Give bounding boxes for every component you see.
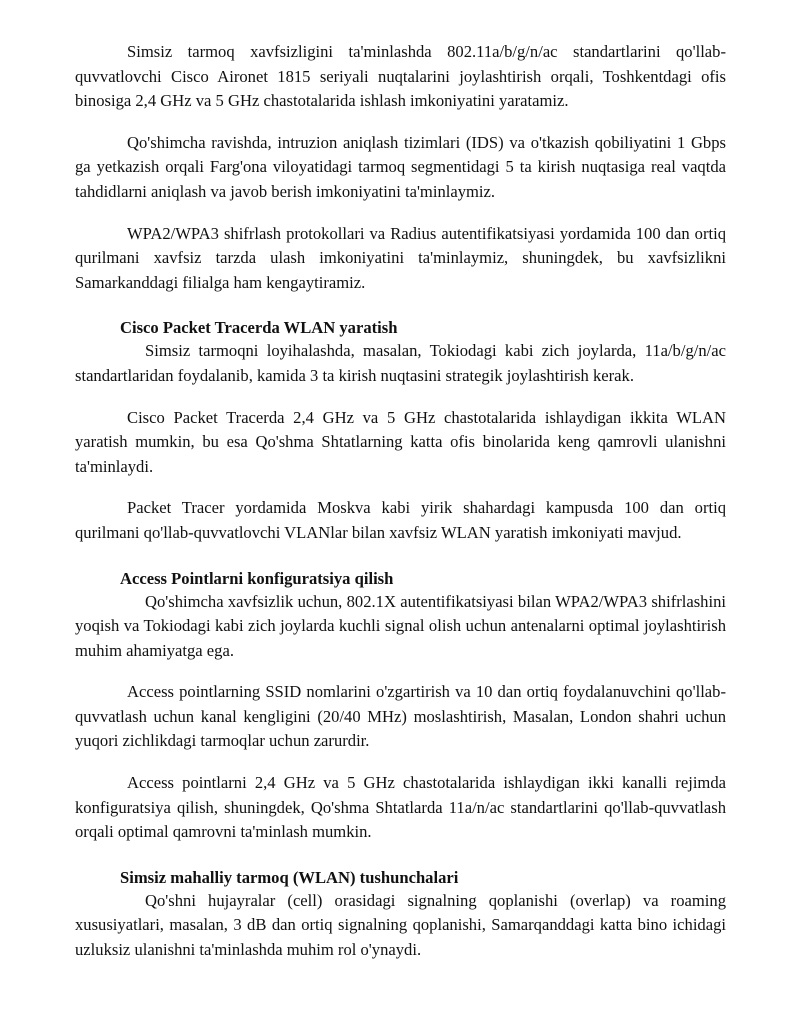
body-paragraph: Access pointlarning SSID nomlarini o'zgartirish va 10 dan ortiq foydalanuvchini qo'llab-quvvatlash uchun kanal kengligini (20/40 MHz) moslashtirish, Masalan, London shahri uchun yuqori zichlikdagi tarmoqlar uchun zarurdir.: [75, 682, 726, 751]
body-paragraph: Qo'shni hujayralar (cell) orasidagi signalning qoplanishi (overlap) va roaming xususiyatlari, masalan, 3 dB dan ortiq signalning qoplanishi, Samarqanddagi katta bino ichidagi uzluksiz ulanishni ta'minlashda muhim rol o'ynaydi.: [75, 890, 726, 960]
body-paragraph: Qo'shimcha xavfsizlik uchun, 802.1X autentifikatsiyasi bilan WPA2/WPA3 shifrlashini yoqish va Tokiodagi kabi zich joylarda kuchli signal olish uchun antenalarni optimal joylashtirish muhim ahamiyatga ega.: [75, 591, 726, 660]
section-heading: Access Pointlarni konfiguratsiya qilish: [120, 568, 394, 588]
body-paragraph: Simsiz tarmoq xavfsizligini ta'minlashda 802.11a/b/g/n/ac standartlarini qo'llab-quvvatlovchi Cisco Aironet 1815 seriyali nuqtalarini joylashtirish orqali, Toshkentdagi ofis binosiga 2,4 GHz va 5 GHz chastotalarida ishlash imkoniyatini yaratamiz.: [75, 42, 726, 111]
document-page: [75, 40, 726, 980]
body-paragraph: WPA2/WPA3 shifrlash protokollari va Radius autentifikatsiyasi yordamida 100 dan ortiq qurilmani xavfsiz tarzda ulash imkoniyatini ta'minlaymiz, shuningdek, bu xavfsizlikni Samarkanddagi filialga ham kengaytiramiz.: [75, 223, 726, 292]
section-heading: Cisco Packet Tracerda WLAN yaratish: [120, 318, 398, 338]
body-paragraph: Simsiz tarmoqni loyihalashda, masalan, Tokiodagi kabi zich joylarda, 11a/b/g/n/ac standartlaridan foydalanib, kamida 3 ta kirish nuqtasini strategik joylashtirish kerak.: [75, 341, 726, 385]
section-heading: Simsiz mahalliy tarmoq (WLAN) tushunchalari: [120, 867, 459, 887]
body-paragraph: Cisco Packet Tracerda 2,4 GHz va 5 GHz chastotalarida ishlaydigan ikkita WLAN yaratish mumkin, bu esa Qo'shma Shtatlarning katta ofis binolarida keng qamrovli ulanishni ta'minlaydi.: [75, 407, 726, 476]
body-paragraph: Packet Tracer yordamida Moskva kabi yirik shahardagi kampusda 100 dan ortiq qurilmani qo'llab-quvvatlovchi VLANlar bilan xavfsiz WLAN yaratish imkoniyati mavjud.: [75, 498, 726, 542]
body-paragraph: Qo'shimcha ravishda, intruzion aniqlash tizimlari (IDS) va o'tkazish qobiliyatini 1 Gbps ga yetkazish orqali Farg'ona viloyatidagi tarmoq segmentidagi 5 ta kirish nuqtasiga real vaqtda tahdidlarni aniqlash va javob berish imkoniyatini ta'minlaymiz.: [75, 132, 726, 201]
body-paragraph: Access pointlarni 2,4 GHz va 5 GHz chastotalarida ishlaydigan ikki kanalli rejimda konfiguratsiya qilish, shuningdek, Qo'shma Shtatlarda 11a/n/ac standartlarini qo'llab-quvvatlash orqali optimal qamrovni ta'minlash mumkin.: [75, 773, 726, 842]
